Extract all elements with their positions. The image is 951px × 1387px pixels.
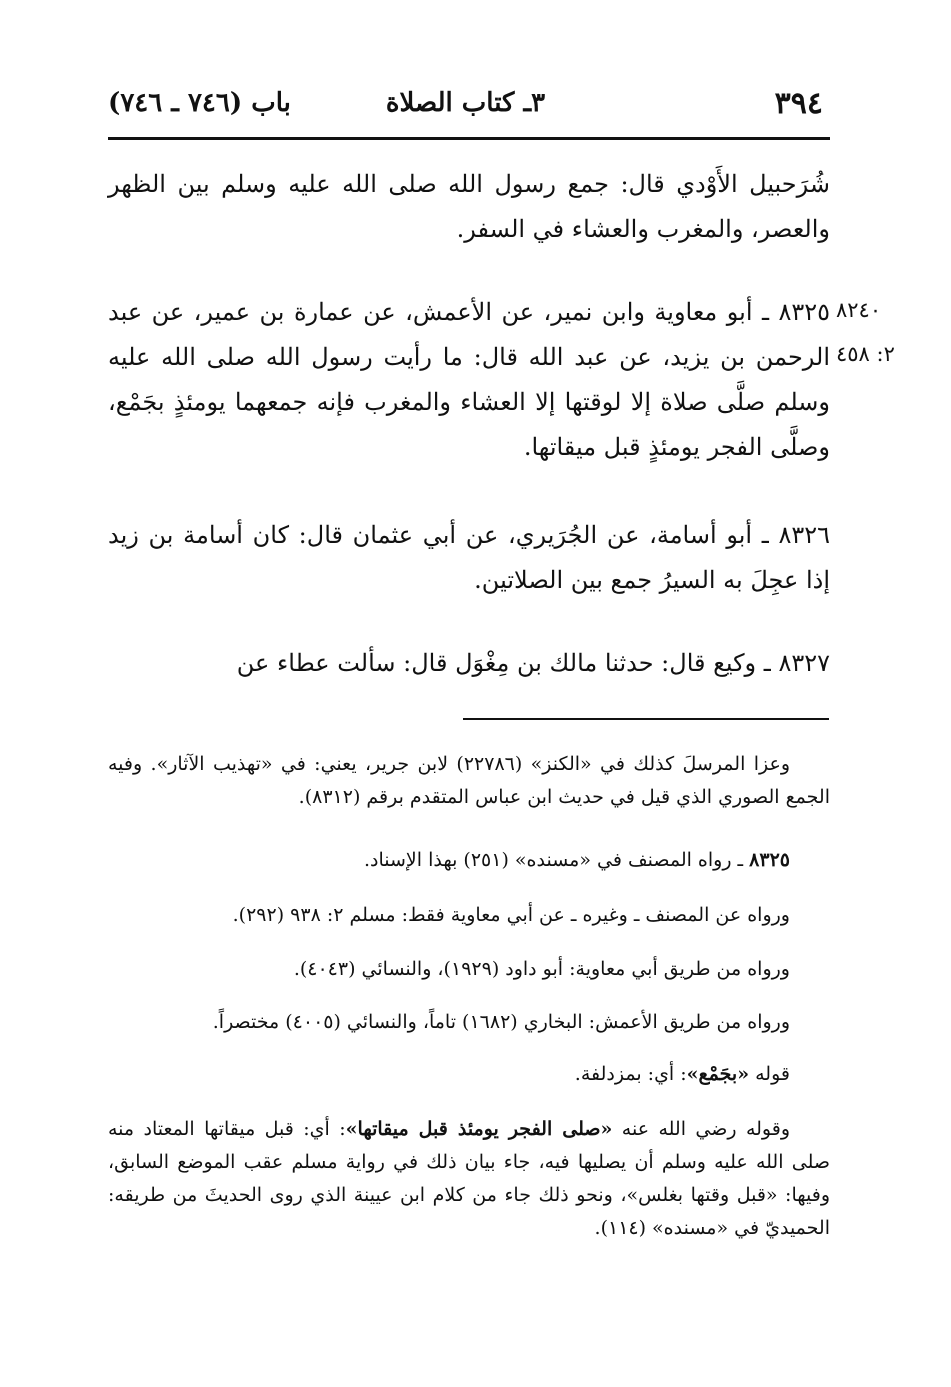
footnote-4 — [108, 953, 830, 986]
footnote-text: ورواه من طريق أبي معاوية: أبو داود (١٩٢٩)، والنسائي (٤٠٤٣). — [293, 958, 790, 980]
quoted-phrase: «صلى الفجر يومئذ قبل ميقاتها» — [345, 1118, 613, 1140]
margin-note-1: ٨٢٤٠ — [836, 298, 882, 322]
main-paragraph-1 — [108, 162, 830, 252]
main-paragraph-2 — [108, 290, 830, 470]
footnote-text — [108, 1058, 830, 1091]
footnote-6 — [108, 1058, 830, 1091]
margin-note-2: ٢: ٤٥٨ — [836, 342, 895, 366]
footnote-text — [108, 844, 830, 877]
hadith-8326: ٨٣٢٦ ـ أبو أسامة، عن الجُرَيري، عن أبي عثمان قال: كان أسامة بن زيد إذا عجِلَ به السيرُ جمع بين الصلاتين. — [108, 521, 830, 594]
footnote-text — [108, 1113, 830, 1245]
main-paragraph-4 — [108, 641, 830, 686]
quoted-phrase: «بجَمْع» — [686, 1063, 750, 1085]
footnote-body: وقوله رضي الله عنه — [612, 1118, 791, 1140]
footnote-1 — [108, 748, 830, 814]
footnote-number: ٨٣٢٥ — [749, 849, 790, 871]
footnote-text: ورواه عن المصنف ـ وغيره ـ عن أبي معاوية فقط: مسلم ٢: ٩٣٨ (٢٩٢). — [232, 904, 790, 926]
main-paragraph-3 — [108, 513, 830, 603]
footnote-body: ـ رواه المصنف في «مسنده» (٢٥١) بهذا الإسناد. — [363, 849, 744, 871]
footnote-2 — [108, 844, 830, 877]
hadith-8325: ٨٣٢٥ ـ أبو معاوية وابن نمير، عن الأعمش، عن عمارة بن عمير، عن عبد الرحمن بن يزيد، عن عبد الله قال: ما رأيت رسول الله صلى الله عليه وسلم صلَّى صلاة إلا لوقتها إلا العشاء والمغرب فإنه جمعهما يومئذٍ بجَمْع، وصلَّى الفجر يومئذٍ قبل ميقاتها. — [108, 298, 830, 461]
footnote-text: وعزا المرسلَ كذلك في «الكنز» (٢٢٧٨٦) لابن جرير، يعني: في «تهذيب الآثار». وفيه الجمع الصوري الذي قيل في حديث ابن عباس المتقدم برقم (٨٣١٢). — [108, 753, 830, 808]
footnote-body: قوله — [749, 1063, 790, 1085]
footnote-body: : أي: بمزدلفة. — [574, 1063, 687, 1085]
page-number: ٣٩٤ — [774, 86, 823, 121]
hadith-8327: ٨٣٢٧ ـ وكيع قال: حدثنا مالك بن مِغْوَل قال: سألت عطاء عن — [236, 649, 830, 677]
footnote-3 — [108, 899, 830, 932]
chapter-range: باب (٧٤٦ ـ ٧٤٦) — [108, 88, 291, 118]
paragraph-text: شُرَحبيل الأَوْدي قال: جمع رسول الله صلى الله عليه وسلم بين الظهر والعصر، والمغرب والعشاء في السفر. — [108, 170, 830, 243]
footnote-7 — [108, 1113, 830, 1245]
footnote-body: : أي: قبل ميقاتها المعتاد منه صلى الله عليه وسلم أن يصليها فيه، جاء بيان ذلك في رواية مسلم عقب الموضع السابق، وفيها: «قبل وقتها بغلس»، ونحو ذلك جاء من كلام ابن عيينة الذي روى الحديثَ من طريقه: الحميديّ في «مسنده» (١١٤). — [108, 1118, 831, 1239]
footnote-text: ورواه من طريق الأعمش: البخاري (١٦٨٢) تاماً، والنسائي (٤٠٠٥) مختصراً. — [212, 1011, 790, 1033]
header-rule — [108, 137, 830, 140]
footnote-rule — [463, 718, 829, 720]
book-title: ٣ـ كتاب الصلاة — [385, 88, 546, 118]
page-header — [108, 86, 823, 130]
footnote-5 — [108, 1006, 830, 1039]
